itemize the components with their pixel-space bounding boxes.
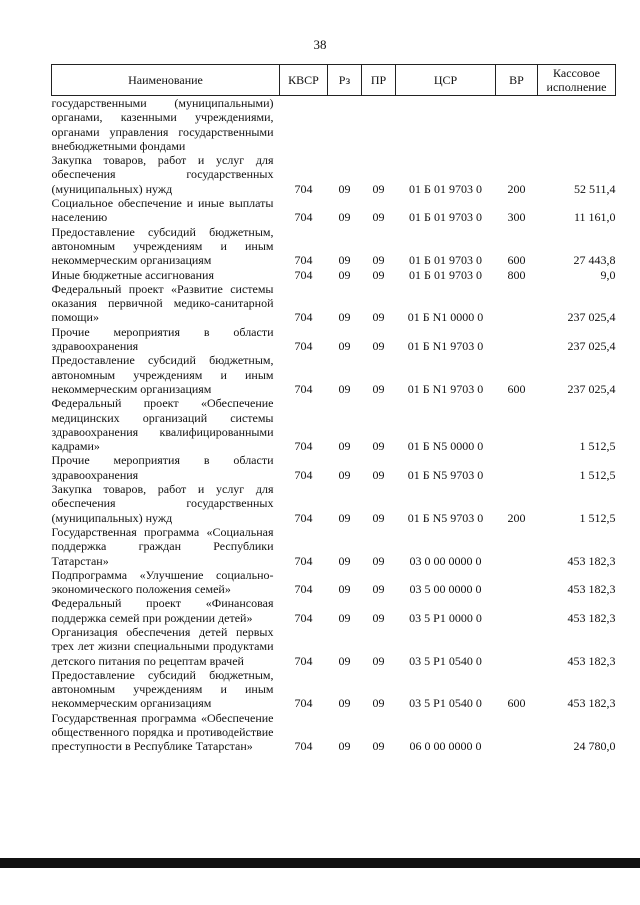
header-csr: ЦСР: [396, 65, 496, 96]
cell-csr: 03 5 P1 0000 0: [409, 610, 482, 625]
cell-vr: [496, 282, 538, 325]
cell-vr: [496, 525, 538, 568]
cell-vr: [496, 711, 538, 754]
cell-kvsr: 704: [294, 339, 313, 354]
cell-rz: 09: [338, 339, 351, 354]
cell-amount: 52 511,4: [573, 181, 616, 196]
header-vr: ВР: [496, 65, 538, 96]
table-row: [52, 282, 616, 325]
cell-pr: 09: [372, 253, 385, 268]
cell-name: Федеральный проект «Обеспечение медицинских организаций системы здравоохранения квалифицированными кадрами»: [51, 396, 274, 454]
cell-csr: 01 Б 01 9703 0: [409, 253, 482, 268]
cell-csr: 01 Б N1 0000 0: [407, 310, 484, 325]
cell-rz: 09: [338, 310, 351, 325]
cell-csr: 01 Б N5 9703 0: [407, 467, 484, 482]
cell-vr: [496, 396, 538, 453]
table-row: [52, 525, 616, 568]
cell-name: Социальное обеспечение и иные выплаты населению: [51, 196, 274, 225]
cell-vr: [496, 96, 538, 154]
table-header-row: [52, 65, 616, 96]
cell-csr: 03 5 P1 0540 0: [409, 696, 482, 711]
cell-vr: [496, 625, 538, 668]
cell-vr: [496, 325, 538, 354]
table-row: [52, 482, 616, 525]
cell-csr: 03 5 P1 0540 0: [409, 653, 482, 668]
cell-amount: 453 182,3: [567, 696, 616, 711]
cell-csr: 01 Б 01 9703 0: [409, 181, 482, 196]
table-row: [52, 596, 616, 625]
table-row: [52, 625, 616, 668]
cell-vr: [496, 568, 538, 597]
cell-amount: 453 182,3: [567, 553, 616, 568]
cell-kvsr: 704: [294, 210, 313, 225]
cell-pr: 09: [372, 339, 385, 354]
cell-rz: 09: [338, 439, 351, 454]
cell-pr: 09: [372, 181, 385, 196]
cell-rz: 09: [338, 653, 351, 668]
cell-name: Государственная программа «Обеспечение общественного порядка и противодействие преступности в Республике Татарстан»: [51, 710, 274, 754]
cell-rz: 09: [338, 210, 351, 225]
cell-pr: 09: [372, 267, 385, 282]
cell-amount: 237 025,4: [567, 310, 616, 325]
table-row: [52, 396, 616, 453]
cell-rz: 09: [338, 582, 351, 597]
cell-rz: 09: [338, 610, 351, 625]
cell-vr: [496, 453, 538, 482]
cell-amount: 237 025,4: [567, 381, 616, 396]
cell-amount: 1 512,5: [579, 510, 616, 525]
cell-rz: 09: [338, 253, 351, 268]
table-row: [52, 196, 616, 225]
cell-vr: 800: [507, 267, 526, 282]
cell-name: Федеральный проект «Финансовая поддержка семей при рождении детей»: [51, 596, 274, 625]
cell-amount: 1 512,5: [579, 467, 616, 482]
cell-csr: 01 Б N1 9703 0: [407, 339, 484, 354]
cell-rz: 09: [338, 181, 351, 196]
cell-vr: 600: [507, 696, 526, 711]
header-name: Наименование: [52, 65, 280, 96]
header-kvsr: КВСР: [280, 65, 328, 96]
cell-vr: 600: [507, 381, 526, 396]
cell-csr: 01 Б 01 9703 0: [409, 210, 482, 225]
cell-csr: 06 0 00 0000 0: [409, 739, 482, 754]
table-row: [52, 153, 616, 196]
table-row: [52, 325, 616, 354]
cell-amount: 9,0: [600, 267, 616, 282]
cell-rz: 09: [338, 553, 351, 568]
table-row: [52, 711, 616, 754]
cell-name: Прочие мероприятия в области здравоохранения: [51, 453, 274, 482]
cell-name: Закупка товаров, работ и услуг для обеспечения государственных (муниципальных) нужд: [51, 153, 274, 196]
table-row: [52, 668, 616, 711]
cell-kvsr: 704: [294, 267, 313, 282]
cell-rz: 09: [338, 381, 351, 396]
cell-rz: 09: [338, 696, 351, 711]
cell-name: Федеральный проект «Развитие системы оказания первичной медико-санитарной помощи»: [51, 281, 274, 325]
cell-amount: 237 025,4: [567, 339, 616, 354]
table-row: [52, 353, 616, 396]
cell-csr: 03 0 00 0000 0: [409, 553, 482, 568]
cell-amount: 24 780,0: [573, 739, 616, 754]
cell-kvsr: 704: [294, 553, 313, 568]
cell-pr: 09: [372, 310, 385, 325]
cell-vr: 600: [507, 253, 526, 268]
cell-amount: 453 182,3: [567, 610, 616, 625]
cell-kvsr: 704: [294, 439, 313, 454]
table-row: [52, 225, 616, 268]
cell-amount: [538, 96, 616, 154]
cell-csr: [396, 96, 496, 154]
cell-name: государственными (муниципальными) органами, казенными учреждениями, органами управления государственными внебюджетными фондами: [51, 96, 274, 153]
cell-pr: 09: [372, 739, 385, 754]
cell-kvsr: 704: [294, 181, 313, 196]
cell-csr: 03 5 00 0000 0: [409, 582, 482, 597]
cell-pr: 09: [372, 510, 385, 525]
header-amount: Кассовое исполнение: [538, 65, 616, 96]
cell-pr: 09: [372, 696, 385, 711]
header-rz: Рз: [328, 65, 362, 96]
cell-csr: 01 Б 01 9703 0: [409, 267, 482, 282]
cell-csr: 01 Б N1 9703 0: [407, 381, 484, 396]
cell-name: Подпрограмма «Улучшение социально-экономического положения семей»: [51, 567, 274, 597]
cell-kvsr: [280, 96, 328, 154]
cell-kvsr: 704: [294, 467, 313, 482]
cell-csr: 01 Б N5 9703 0: [407, 510, 484, 525]
cell-pr: 09: [372, 381, 385, 396]
cell-rz: 09: [338, 510, 351, 525]
scan-footer-bar: [0, 858, 640, 868]
cell-amount: 27 443,8: [573, 253, 616, 268]
cell-rz: 09: [338, 467, 351, 482]
cell-name: Государственная программа «Социальная поддержка граждан Республики Татарстан»: [51, 524, 274, 568]
cell-vr: 300: [507, 210, 526, 225]
cell-pr: 09: [372, 653, 385, 668]
cell-kvsr: 704: [294, 510, 313, 525]
cell-vr: 200: [507, 510, 526, 525]
cell-amount: 453 182,3: [567, 653, 616, 668]
cell-name: Организация обеспечения детей первых трех лет жизни специальными продуктами детского питания по рецептам врачей: [51, 624, 274, 668]
table-row: [52, 96, 616, 154]
cell-vr: [496, 596, 538, 625]
table-row: [52, 568, 616, 597]
cell-amount: 453 182,3: [567, 582, 616, 597]
cell-pr: 09: [372, 467, 385, 482]
budget-table: [51, 64, 616, 754]
cell-pr: 09: [372, 582, 385, 597]
table-row: [52, 453, 616, 482]
cell-kvsr: 704: [294, 381, 313, 396]
cell-pr: 09: [372, 439, 385, 454]
cell-amount: 11 161,0: [573, 210, 616, 225]
cell-kvsr: 704: [294, 653, 313, 668]
cell-pr: [362, 96, 396, 154]
cell-kvsr: 704: [294, 610, 313, 625]
header-pr: ПР: [362, 65, 396, 96]
cell-kvsr: 704: [294, 696, 313, 711]
page-number: 38: [313, 37, 327, 52]
cell-pr: 09: [372, 553, 385, 568]
cell-name: Предоставление субсидий бюджетным, автономным учреждениям и иным некоммерческим организациям: [51, 224, 274, 268]
cell-pr: 09: [372, 210, 385, 225]
cell-vr: 200: [507, 181, 526, 196]
cell-name: Предоставление субсидий бюджетным, автономным учреждениям и иным некоммерческим организациям: [51, 353, 274, 396]
cell-pr: 09: [372, 610, 385, 625]
cell-kvsr: 704: [294, 253, 313, 268]
table-row: [52, 268, 616, 282]
cell-kvsr: 704: [294, 739, 313, 754]
cell-kvsr: 704: [294, 582, 313, 597]
cell-rz: 09: [338, 267, 351, 282]
cell-name: Иные бюджетные ассигнования: [51, 267, 214, 282]
cell-name: Предоставление субсидий бюджетным, автономным учреждениям и иным некоммерческим организациям: [51, 667, 274, 711]
cell-name: Прочие мероприятия в области здравоохранения: [51, 324, 274, 354]
cell-kvsr: 704: [294, 310, 313, 325]
cell-amount: 1 512,5: [579, 439, 616, 454]
cell-name: Закупка товаров, работ и услуг для обеспечения государственных (муниципальных) нужд: [51, 482, 274, 525]
cell-rz: 09: [338, 739, 351, 754]
cell-rz: [328, 96, 362, 154]
cell-csr: 01 Б N5 0000 0: [407, 439, 484, 454]
